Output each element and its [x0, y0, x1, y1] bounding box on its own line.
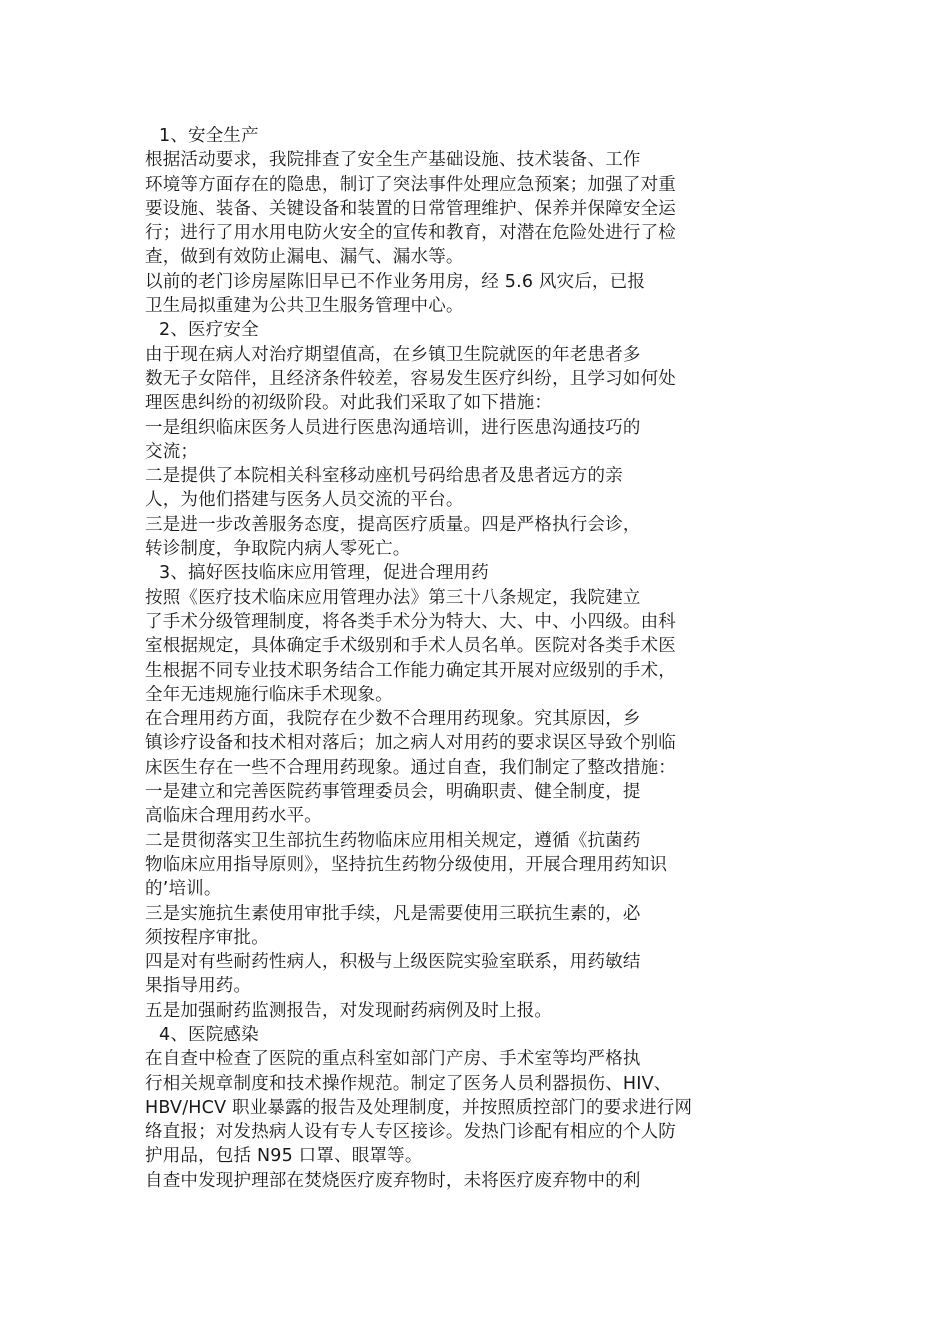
body-line: 二是贯彻落实卫生部抗生药物临床应用相关规定，遵循《抗菌药 [145, 830, 641, 851]
body-line: 交流； [145, 441, 199, 462]
body-line: 高临床合理用药水平。 [145, 806, 322, 827]
section-heading: 3、搞好医技临床应用管理，促进合理用药 [159, 563, 489, 584]
body-line: 一是组织临床医务人员进行医患沟通培训，进行医患沟通技巧的 [145, 417, 641, 438]
body-line: 以前的老门诊房屋陈旧早已不作业务用房，经 5.6 风灾后，已报 [145, 271, 646, 292]
body-line: 三是实施抗生素使用审批手续，凡是需要使用三联抗生素的，必 [145, 903, 641, 924]
section-heading: 1、安全生产 [159, 126, 259, 146]
body-line: 床医生存在一些不合理用药现象。通过自查，我们制定了整改措施： [145, 757, 676, 778]
body-line: 在合理用药方面，我院存在少数不合理用药现象。究其原因，乡 [145, 709, 641, 730]
body-line: 转诊制度，争取院内病人零死亡。 [145, 539, 411, 560]
body-line: 了手术分级管理制度，将各类手术分为特大、大、中、小四级。由科 [145, 611, 676, 632]
body-line: 行相关规章制度和技术操作规范。制定了医务人员利器损伤、HIV、 [145, 1073, 672, 1094]
body-line: 要设施、装备、关键设备和装置的日常管理维护、保养并保障安全运 [145, 198, 676, 219]
body-line: 理医患纠纷的初级阶段。对此我们采取了如下措施： [145, 393, 553, 414]
body-line: 五是加强耐药监测报告，对发现耐药病例及时上报。 [145, 1000, 553, 1021]
body-line: 环境等方面存在的隐患，制订了突法事件处理应急预案；加强了对重 [145, 174, 676, 195]
body-line: 按照《医疗技术临床应用管理办法》第三十八条规定，我院建立 [145, 587, 641, 608]
body-line: 数无子女陪伴，且经济条件较差，容易发生医疗纠纷，且学习如何处 [145, 368, 676, 389]
body-line: 生根据不同专业技术职务结合工作能力确定其开展对应级别的手术， [145, 660, 676, 681]
body-line: 室根据规定，具体确定手术级别和手术人员名单。医院对各类手术医 [145, 636, 676, 657]
body-line: 物临床应用指导原则》，坚持抗生药物分级使用，开展合理用药知识 [145, 854, 668, 875]
section-heading: 4、医院感染 [159, 1024, 259, 1045]
body-line: 根据活动要求，我院排查了安全生产基础设施、技术装备、工作 [145, 150, 641, 171]
body-line: 的’培训。 [145, 879, 222, 900]
body-line: 果指导用药。 [145, 976, 252, 997]
body-line: 一是建立和完善医院药事管理委员会，明确职责、健全制度，提 [145, 782, 641, 803]
body-line: 镇诊疗设备和技术相对落后；加之病人对用药的要求误区导致个别临 [145, 733, 676, 754]
body-line: 络直报；对发热病人设有专人专区接诊。发热门诊配有相应的个人防 [145, 1122, 676, 1143]
body-line: 人，为他们搭建与医务人员交流的平台。 [145, 490, 464, 511]
body-line: 须按程序审批。 [145, 927, 269, 948]
section-heading: 2、医疗安全 [159, 320, 259, 341]
body-line: HBV/HCV 职业暴露的报告及处理制度，并按照质控部门的要求进行网 [145, 1097, 693, 1118]
body-line: 卫生局拟重建为公共卫生服务管理中心。 [145, 296, 464, 317]
body-line: 查，做到有效防止漏电、漏气、漏水等。 [145, 247, 464, 268]
body-line: 行；进行了用水用电防火安全的宣传和教育，对潜在危险处进行了检 [145, 223, 676, 244]
body-line: 三是进一步改善服务态度，提高医疗质量。四是严格执行会诊， [145, 514, 641, 535]
document-body [145, 124, 745, 1193]
body-line: 自查中发现护理部在焚烧医疗废弃物时，未将医疗废弃物中的利 [145, 1170, 641, 1191]
body-line: 由于现在病人对治疗期望值高，在乡镇卫生院就医的年老患者多 [145, 344, 641, 365]
body-line: 四是对有些耐药性病人，积极与上级医院实验室联系，用药敏结 [145, 952, 641, 973]
body-line: 在自查中检查了医院的重点科室如部门产房、手术室等均严格执 [145, 1049, 641, 1070]
body-line: 二是提供了本院相关科室移动座机号码给患者及患者远方的亲 [145, 466, 623, 487]
body-line: 全年无违规施行临床手术现象。 [145, 684, 393, 705]
body-line: 护用品，包括 N95 口罩、眼罩等。 [145, 1146, 423, 1167]
